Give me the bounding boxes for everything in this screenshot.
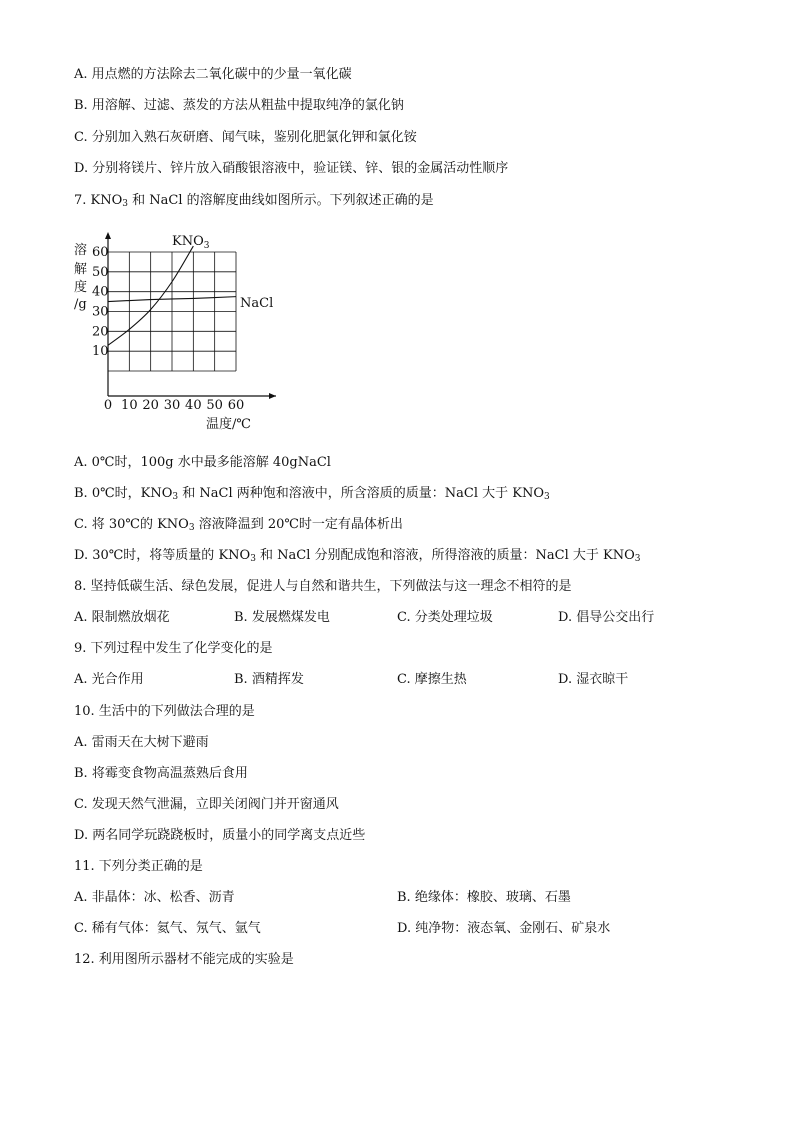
x-axis-label: 温度/℃: [206, 417, 251, 432]
y-tick-label: 50: [92, 264, 109, 280]
q8-option-b: B. 发展燃煤发电: [234, 610, 330, 625]
y-tick-label: 30: [92, 304, 109, 320]
q12-stem: 12. 利用图所示器材不能完成的实验是: [74, 952, 294, 967]
q8-option-a: A. 限制燃放烟花: [74, 610, 170, 625]
q8-option-c: C. 分类处理垃圾: [397, 610, 493, 625]
x-tick-label: 0: [103, 398, 113, 413]
nacl-curve-label: NaCl: [240, 296, 274, 311]
q9-option-a: A. 光合作用: [74, 672, 144, 687]
q9-option-c: C. 摩擦生热: [397, 672, 467, 687]
q11-stem: 11. 下列分类正确的是: [74, 859, 203, 874]
q9-option-b: B. 酒精挥发: [234, 672, 304, 687]
q7-option-d: D. 30℃时，将等质量的 $KNO_3$ 和 NaCl 分别配成饱和溶液，所得溶液的质量：NaCl 大于 $KNO_3$: [74, 548, 641, 564]
x-tick-label: 50: [206, 398, 223, 413]
q6-option-c: C. 分别加入熟石灰研磨、闻气味，鉴别化肥氯化钾和氯化铵: [74, 130, 417, 145]
solubility-chart: [66, 228, 286, 438]
q6-option-b: B. 用溶解、过滤、蒸发的方法从粗盐中提取纯净的氯化钠: [74, 98, 404, 113]
x-tick-label: 60: [227, 398, 245, 413]
y-tick-label: 40: [92, 284, 109, 300]
q11-option-d: D. 纯净物：液态氧、金刚石、矿泉水: [397, 921, 611, 936]
y-axis-label-char: 溶: [74, 243, 88, 258]
q10-stem: 10. 生活中的下列做法合理的是: [74, 704, 255, 719]
q9-stem: 9. 下列过程中发生了化学变化的是: [74, 641, 273, 656]
chart-axes: [105, 232, 276, 399]
x-tick-label: 30: [163, 398, 181, 413]
y-axis-label-char: /g: [74, 297, 87, 312]
q10-option-a: A. 雷雨天在大树下避雨: [74, 735, 209, 750]
q7-stem: 7. $KNO_3$ 和 NaCl 的溶解度曲线如图所示。下列叙述正确的是: [74, 193, 434, 209]
x-tick-label: 20: [142, 398, 159, 413]
q7-option-a: A. 0℃时，100g 水中最多能溶解 40gNaCl: [74, 455, 331, 470]
x-tick-label: 40: [185, 398, 202, 413]
q8-option-d: D. 倡导公交出行: [558, 610, 655, 625]
q6-option-d: D. 分别将镁片、锌片放入硝酸银溶液中，验证镁、锌、银的金属活动性顺序: [74, 161, 509, 176]
q11-option-b: B. 绝缘体：橡胶、玻璃、石墨: [397, 890, 571, 905]
q10-option-d: D. 两名同学玩跷跷板时，质量小的同学离支点近些: [74, 828, 366, 843]
q10-option-c: C. 发现天然气泄漏，立即关闭阀门并开窗通风: [74, 797, 339, 812]
q6-option-a: A. 用点燃的方法除去二氧化碳中的少量一氧化碳: [74, 67, 352, 82]
chart-grid: [108, 252, 236, 371]
y-tick-label: 60: [92, 245, 109, 260]
q11-option-a: A. 非晶体：冰、松香、沥青: [74, 890, 235, 905]
q10-option-b: B. 将霉变食物高温蒸熟后食用: [74, 766, 248, 781]
q8-stem: 8. 坚持低碳生活、绿色发展，促进人与自然和谐共生，下列做法与这一理念不相符的是: [74, 579, 572, 594]
q7-option-b: B. 0℃时，$KNO_3$ 和 NaCl 两种饱和溶液中，所含溶质的质量：NaCl 大于 $KNO_3$: [74, 486, 550, 502]
y-axis-label-char: 度: [74, 280, 88, 295]
q7-option-c: C. 将 30℃的 $KNO_3$ 溶液降温到 20℃时一定有晶体析出: [74, 517, 403, 533]
kno3-curve-label: $KNO_3$: [172, 234, 210, 251]
q11-option-c: C. 稀有气体：氦气、氖气、氩气: [74, 921, 261, 936]
x-tick-label: 10: [121, 398, 138, 413]
y-tick-label: 10: [92, 344, 109, 360]
y-axis-label-char: 解: [74, 262, 88, 277]
y-tick-label: 20: [92, 324, 109, 340]
q9-option-d: D. 湿衣晾干: [558, 672, 629, 687]
